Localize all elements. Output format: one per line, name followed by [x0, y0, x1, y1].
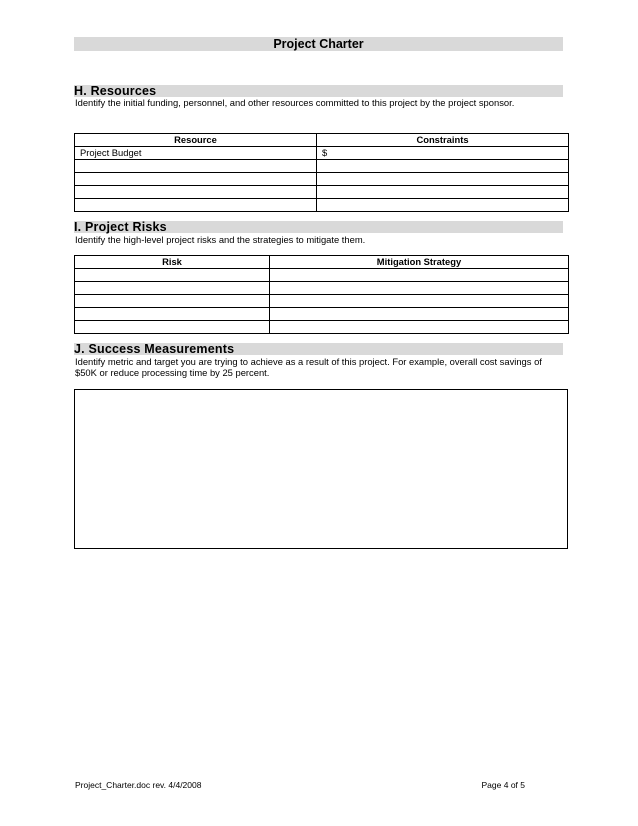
table-cell[interactable] [317, 173, 569, 186]
table-header-row [75, 134, 569, 147]
table-row [75, 147, 569, 160]
table-row [75, 269, 569, 282]
column-header-constraints: Constraints [317, 134, 569, 147]
table-cell[interactable] [75, 308, 270, 321]
table-cell[interactable] [270, 321, 569, 334]
section-heading-risks: I. Project Risks [74, 221, 563, 233]
success-measurements-box[interactable] [74, 389, 568, 549]
table-cell[interactable] [75, 295, 270, 308]
table-header-row [75, 256, 569, 269]
table-row [75, 321, 569, 334]
table-cell[interactable] [317, 186, 569, 199]
table-cell[interactable] [75, 199, 317, 212]
footer-page-number: Page 4 of 5 [481, 780, 525, 790]
table-cell[interactable] [75, 269, 270, 282]
table-cell[interactable] [270, 295, 569, 308]
table-row [75, 186, 569, 199]
table-cell[interactable] [317, 199, 569, 212]
resources-table [74, 133, 569, 212]
section-heading-resources: H. Resources [74, 85, 563, 97]
section-heading-success-measurements: J. Success Measurements [74, 343, 563, 355]
table-cell[interactable] [75, 282, 270, 295]
table-cell[interactable]: $ [317, 147, 569, 160]
column-header-mitigation-strategy: Mitigation Strategy [270, 256, 569, 269]
table-row [75, 160, 569, 173]
table-row [75, 282, 569, 295]
page-title: Project Charter [74, 37, 563, 51]
table-row [75, 173, 569, 186]
table-cell[interactable] [317, 160, 569, 173]
section-description-resources: Identify the initial funding, personnel, and other resources committed to this project by the project sponsor. [75, 97, 515, 108]
table-cell[interactable] [75, 321, 270, 334]
risks-table [74, 255, 569, 334]
section-description-success-measurements: Identify metric and target you are trying to achieve as a result of this project. For example, overall cost savings of $50K or reduce processing time by 25 percent. [75, 356, 542, 378]
column-header-risk: Risk [75, 256, 270, 269]
table-row [75, 199, 569, 212]
table-cell[interactable] [270, 282, 569, 295]
section-description-risks: Identify the high-level project risks and the strategies to mitigate them. [75, 234, 366, 245]
column-header-resource: Resource [75, 134, 317, 147]
table-cell[interactable] [270, 269, 569, 282]
table-cell[interactable] [75, 173, 317, 186]
table-cell[interactable]: Project Budget [75, 147, 317, 160]
table-cell[interactable] [75, 186, 317, 199]
footer-doc-info: Project_Charter.doc rev. 4/4/2008 [75, 780, 202, 790]
table-cell[interactable] [75, 160, 317, 173]
table-row [75, 295, 569, 308]
table-cell[interactable] [270, 308, 569, 321]
table-row [75, 308, 569, 321]
